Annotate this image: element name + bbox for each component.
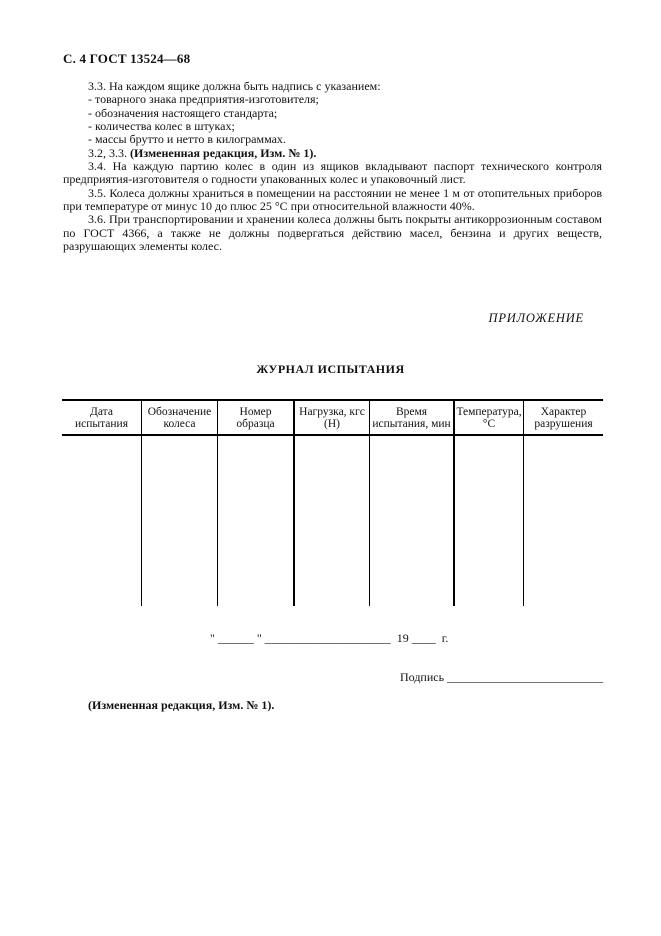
text-run: - товарного знака предприятия-изготовителя; [88, 92, 319, 107]
paragraph [63, 213, 602, 253]
column-header: Номер образца [217, 401, 293, 434]
signature-underline: __________________________ [447, 670, 604, 684]
amendment-note: (Измененная редакция, Изм. № 1). [88, 698, 275, 712]
annex-label: ПРИЛОЖЕНИЕ [488, 311, 584, 325]
column-header: Температура, °С [453, 401, 523, 434]
body-text [63, 80, 602, 253]
table-cell [62, 436, 141, 606]
paragraph [63, 187, 602, 214]
column-header: Характер разрушения [523, 401, 603, 434]
paragraph [63, 133, 602, 146]
paragraph [63, 160, 602, 187]
date-line: " ______ " _____________________ 19 ____ г. [210, 631, 449, 645]
table-body-row [62, 436, 603, 606]
text-run: 3.3. На каждом ящике должна быть надпись с указанием: [88, 79, 381, 93]
test-journal-table [62, 399, 603, 606]
signature-label: Подпись [400, 670, 445, 684]
table-cell [141, 436, 217, 606]
paragraph [63, 80, 602, 93]
text-run: 3.6. При транспортировании и хранении колеса должны быть покрыты антикоррозионным составом по ГОСТ 4366, а также не должны подвергаться действию масел, бензина и других веществ, разрушающих элементы колес. [63, 212, 602, 254]
text-run: 3.5. Колеса должны храниться в помещении на расстоянии не менее 1 м от отопительных приборов при температуре от минус 10 до плюс 25 °С при относительной влажности 40%. [63, 185, 602, 214]
paragraph [63, 107, 602, 120]
column-header: Нагрузка, кгс (Н) [293, 401, 369, 434]
table-title: ЖУРНАЛ ИСПЫТАНИЯ [256, 362, 405, 376]
table-cell [217, 436, 293, 606]
table-cell [453, 436, 523, 606]
paragraph [63, 147, 602, 160]
text-run: - количества колес в штуках; [88, 119, 235, 134]
text-run: - массы брутто и нетто в килограммах. [88, 132, 286, 147]
table-cell [369, 436, 453, 606]
table-cell [523, 436, 603, 606]
page-header: С. 4 ГОСТ 13524—68 [63, 51, 191, 66]
table-cell [293, 436, 369, 606]
text-run: 3.4. На каждую партию колес в один из ящиков вкладывают паспорт технического контроля предприятия-изготовителя о годности упакованных колес и упаковочный лист. [63, 159, 602, 187]
column-header: Обозначение колеса [141, 401, 217, 434]
paragraph [63, 120, 602, 133]
paragraph [63, 93, 602, 106]
text-run: 3.2, 3.3. [88, 145, 130, 160]
column-header: Дата испытания [74, 405, 128, 430]
column-header: Время испытания, мин [369, 401, 453, 434]
bold-run: (Измененная редакция, Изм. № 1). [130, 145, 317, 160]
signature-line [400, 670, 603, 685]
table-header-row [62, 399, 603, 436]
text-run: - обозначения настоящего стандарта; [88, 105, 278, 120]
